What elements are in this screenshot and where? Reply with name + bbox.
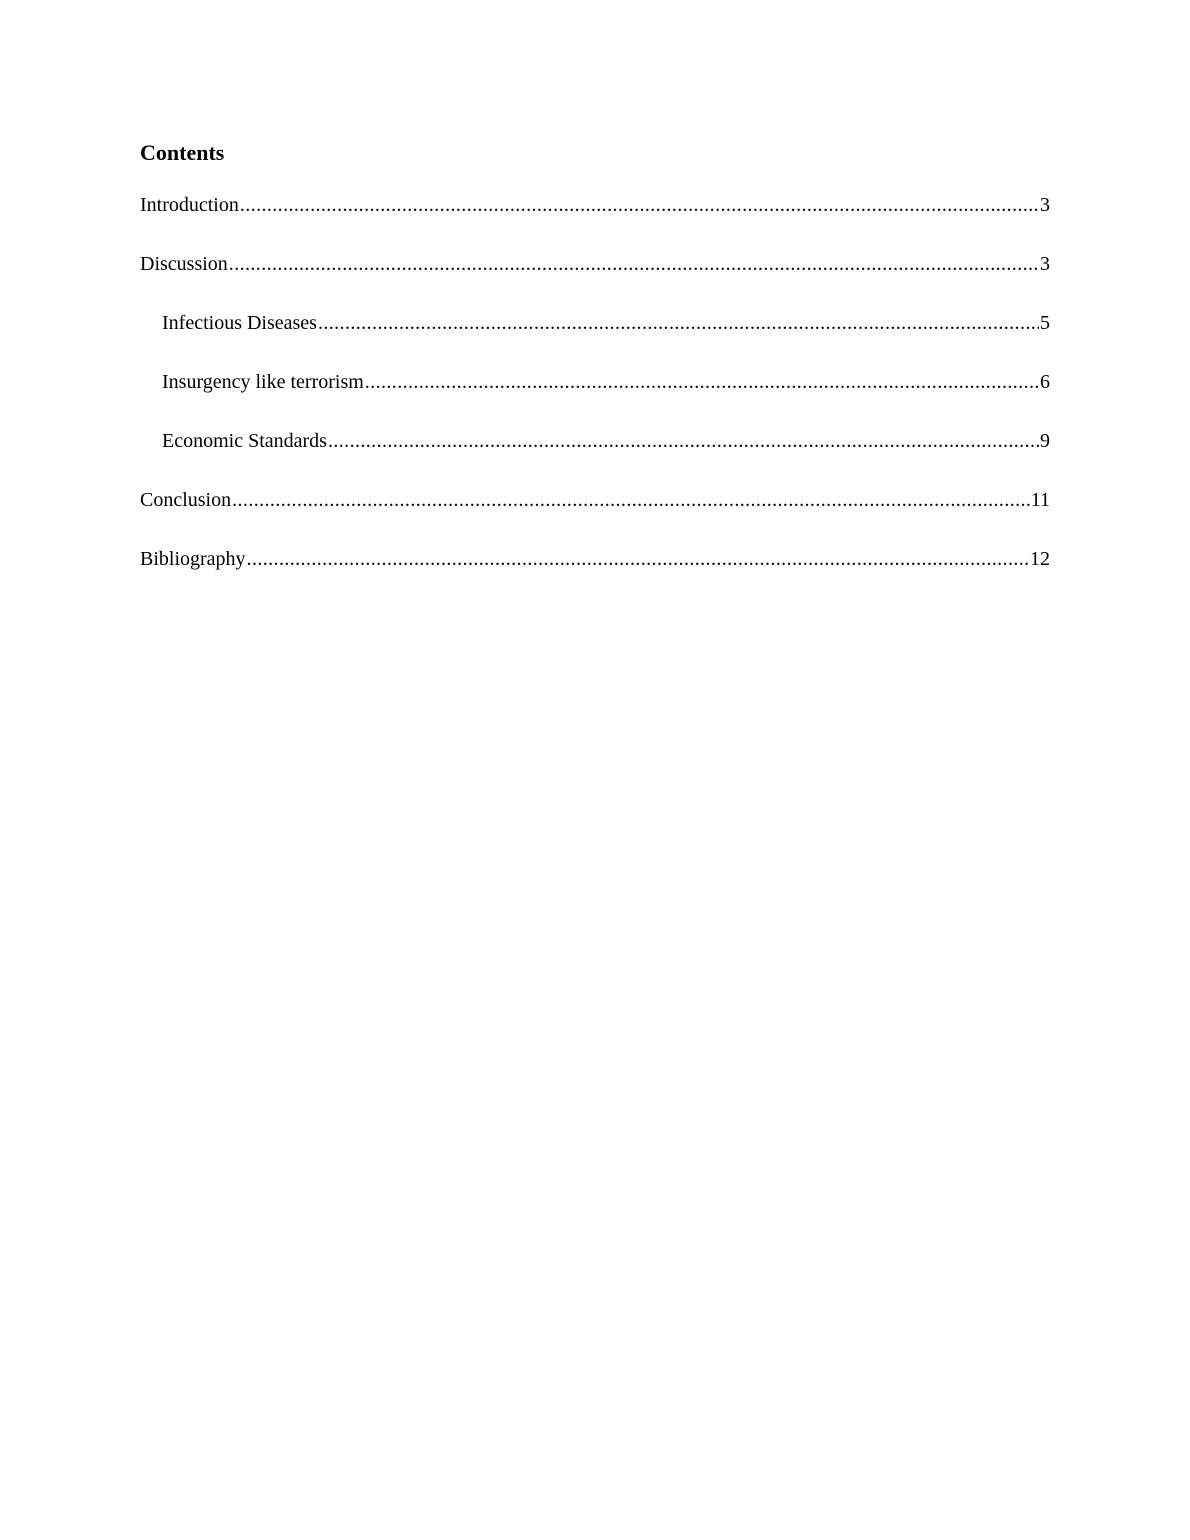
toc-page-number: 3: [1040, 194, 1050, 216]
toc-dot-leader: [247, 546, 1029, 572]
toc-list: [140, 192, 1050, 605]
toc-entry-title: Bibliography: [140, 548, 246, 570]
toc-entry-title: Conclusion: [140, 489, 232, 511]
toc-entry-infectious-diseases[interactable]: [140, 310, 1050, 369]
toc-entry-title: Infectious Diseases: [162, 312, 317, 334]
table-of-contents: [140, 139, 1050, 605]
toc-entry-conclusion[interactable]: [140, 487, 1050, 546]
toc-dot-leader: [229, 251, 1039, 277]
toc-heading: Contents: [140, 140, 225, 165]
toc-entry-insurgency[interactable]: [140, 369, 1050, 428]
toc-entry-bibliography[interactable]: [140, 546, 1050, 605]
toc-entry-economic-standards[interactable]: [140, 428, 1050, 487]
toc-entry-discussion[interactable]: [140, 251, 1050, 310]
toc-entry-introduction[interactable]: [140, 192, 1050, 251]
toc-entry-title: Economic Standards: [162, 430, 327, 452]
toc-page-number: 3: [1040, 253, 1050, 275]
toc-entry-title: Insurgency like terrorism: [162, 371, 364, 393]
toc-dot-leader: [240, 192, 1039, 218]
toc-page-number: 5: [1040, 312, 1050, 334]
toc-page-number: 6: [1040, 371, 1050, 393]
toc-page-number: 12: [1030, 548, 1050, 570]
toc-dot-leader: [318, 310, 1039, 336]
toc-entry-title: Introduction: [140, 194, 239, 216]
toc-page-number: 9: [1040, 430, 1050, 452]
toc-dot-leader: [365, 369, 1039, 395]
toc-dot-leader: [232, 487, 1030, 513]
toc-dot-leader: [328, 428, 1039, 454]
toc-entry-title: Discussion: [140, 253, 228, 275]
toc-page-number: 11: [1030, 489, 1050, 511]
